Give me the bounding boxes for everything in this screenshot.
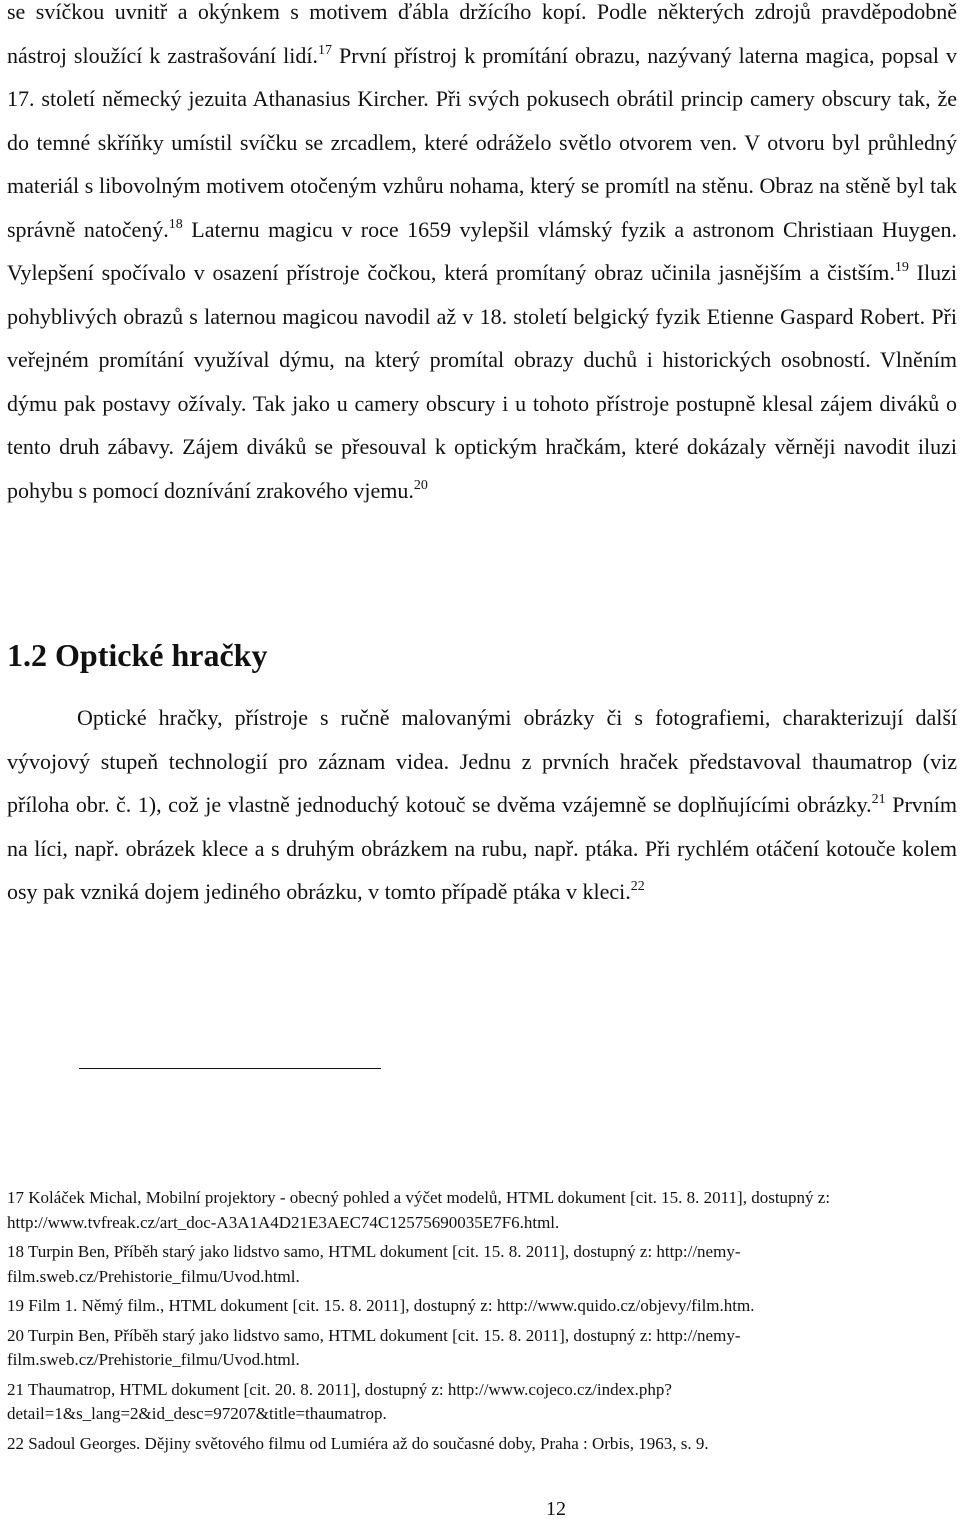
footnote-reference[interactable]: 21 — [871, 792, 886, 807]
paragraph-text: Iluzi pohyblivých obrazů s laternou magicou navodil až v 18. století belgický fyzik Etienne Gaspard Robert. Při veřejném promítání využíval dýmu, na který promítal obrazy duchů i historických osobností. Vlněním dýmu pak postavy ožívaly. Tak jako u camery obscury i u tohoto přístroje postupně klesal zájem diváků o tento druh zábavy. Zájem diváků se přesouval k optickým hračkám, které dokázaly věrněji navodit iluzi pohybu s pomocí doznívání zrakového vjemu. — [7, 260, 957, 503]
footnote-reference[interactable]: 22 — [630, 879, 645, 894]
footnote-item: 22 Sadoul Georges. Dějiny světového filmu od Lumiéra až do současné doby, Praha : Orbis, 1963, s. 9. — [7, 1433, 709, 1453]
footnote-item: 18 Turpin Ben, Příběh starý jako lidstvo samo, HTML dokument [cit. 15. 8. 2011], dostupný z: http://nemy-film.sweb.cz/Prehistorie_filmu/Uvod.html. — [7, 1242, 741, 1286]
paragraph-text: Laternu magicu v roce 1659 vylepšil vlámský fyzik a astronom Christiaan Huygen. Vylepšení spočívalo v osazení přístroje čočkou, která promítaný obraz učinila jasnějším a čistším. — [7, 216, 958, 285]
footnote-item: 19 Film 1. Němý film., HTML dokument [cit. 15. 8. 2011], dostupný z: http://www.quido.cz/objevy/film.htm. — [7, 1296, 755, 1315]
body-paragraph-laterna-magica — [7, 0, 957, 512]
footnote-reference[interactable]: 20 — [413, 477, 428, 493]
paragraph-text: Optické hračky, přístroje s ručně malovanými obrázky či s fotografiemi, charakterizují další vývojový stupeň technologií pro záznam videa. Jednu z prvních hraček představoval thaumatrop (viz příloha obr. č. 1), což je vlastně jednoduchý kotouč se dvěma vzájemně se doplňujícími obrázky. — [7, 705, 957, 817]
paragraph-text: Prvním na líci, např. obrázek klece a s druhým obrázkem na rubu, např. ptáka. Při rychlém otáčení kotouče kolem osy pak vzniká dojem jediného obrázku, v tomto případě ptáka v kleci. — [7, 792, 957, 904]
footnote-item: 21 Thaumatrop, HTML dokument [cit. 20. 8. 2011], dostupný z: http://www.cojeco.cz/index.php?detail=1&s_lang=2&id_desc=97207&title=thaumatrop. — [7, 1379, 672, 1423]
footnote-item: 20 Turpin Ben, Příběh starý jako lidstvo samo, HTML dokument [cit. 15. 8. 2011], dostupný z: http://nemy-film.sweb.cz/Prehistorie_filmu/Uvod.html. — [7, 1325, 741, 1369]
footnote-separator — [79, 1068, 381, 1069]
footnotes-list — [7, 1186, 952, 1461]
footnote-reference[interactable]: 17 — [318, 42, 332, 58]
footnote-reference[interactable]: 18 — [168, 216, 183, 232]
footnote-reference[interactable]: 19 — [894, 260, 909, 275]
paragraph-text: První přístroj k promítání obrazu, nazývaný laterna magica, popsal v 17. století německý jezuita Athanasius Kircher. Při svých pokusech obrátil princip camery obscury tak, že do temné skříňky umístil svíčku se zrcadlem, které odráželo světlo otvorem ven. V otvoru byl průhledný materiál s libovolným motivem otočeným vzhůru nohama, který se promítl na stěnu. Obraz na stěně byl tak správně natočený. — [7, 42, 958, 242]
body-paragraph-opticke-hracky — [7, 696, 957, 914]
section-heading: 1.2 Optické hračky — [7, 637, 268, 673]
footnote-item: 17 Koláček Michal, Mobilní projektory - obecný pohled a výčet modelů, HTML dokument [cit. 15. 8. 2011], dostupný z: http://www.tvfreak.cz/art_doc-A3A1A4D21E3AEC74C12575690035E7F6.html. — [7, 1188, 831, 1232]
paragraph-text: se svíčkou uvnitř a okýnkem s motivem ďábla držícího kopí. Podle některých zdrojů pravděpodobně nástroj sloužící k zastrašování lidí. — [7, 0, 957, 68]
page-number: 12 — [546, 1498, 566, 1520]
